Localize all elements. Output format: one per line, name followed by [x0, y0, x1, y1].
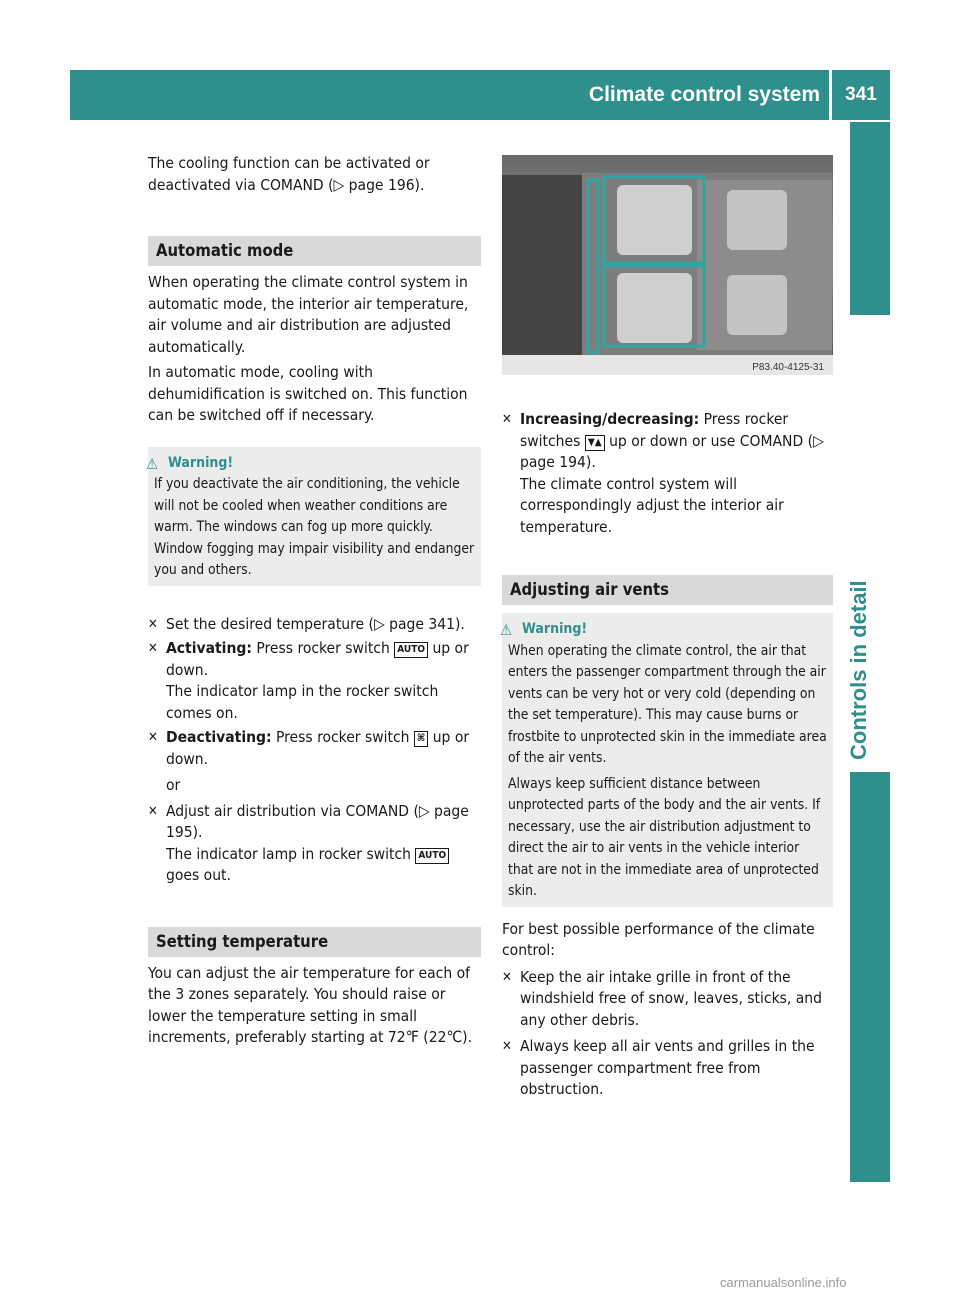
setting-temperature-heading: Setting temperature: [148, 927, 481, 957]
right-column: [502, 409, 833, 1101]
left-column: [148, 153, 481, 1049]
header-title: Climate control system: [588, 83, 820, 106]
bullet-activating: [148, 638, 481, 724]
increasing-result: The climate control system will correspondingly adjust the interior air temperature.: [520, 474, 784, 536]
activating-result: The indicator lamp in the rocker switch comes on.: [166, 682, 439, 722]
adjusting-air-vents-heading: Adjusting air vents: [502, 575, 833, 605]
activating-text-end: up or down.: [166, 639, 469, 679]
automatic-mode-heading: Automatic mode: [148, 236, 481, 266]
warning-text-1: When operating the climate control, the air that enters the passenger compartment through the air vents can be very hot or very cold (depending on the set temperature). This may cause burns or frostbite to unprotected skin in the immediate area of the air vents.: [508, 642, 827, 766]
auto-key-icon: AUTO: [394, 642, 428, 658]
intro-text: The cooling function can be activated or deactivated via COMAND (▷ page 196).: [148, 154, 430, 194]
bullet-increasing: [502, 409, 833, 538]
auto-paragraph-1: When operating the climate control system in automatic mode, the interior air temperature, air volume and air distribution are adjusted automatically.: [148, 273, 469, 356]
increasing-text-end: up or down or use COMAND (▷ page 194).: [520, 431, 824, 471]
warning-title: ⚠ Warning!: [522, 621, 587, 637]
deactivating-text: Press rocker switch: [276, 728, 410, 746]
deactivating-label: Deactivating:: [166, 728, 272, 746]
warning-text-2: Always keep sufficient distance between unprotected parts of the body and the air vents. If necessary, use the air distribution adjustment to direct the air to air vents in the vehicle interior that are not in the immediate area of unprotected skin.: [508, 775, 821, 899]
warning-box-ac: [148, 447, 481, 586]
vehicle-illustration: [502, 155, 833, 375]
image-code: P83.40-4125-31: [752, 362, 824, 373]
warning-title: ⚠ Warning!: [168, 455, 233, 471]
deactivating-text-end: up or down.: [166, 728, 470, 768]
auto-paragraph-2: In automatic mode, cooling with dehumidification is switched on. This function can be switched off if necessary.: [148, 363, 468, 424]
vehicle-top-view-image: [502, 155, 833, 375]
bullet-air-vents: ✕ Always keep all air vents and grilles in the passenger compartment free from obstruction.: [502, 1036, 833, 1101]
page-header: [70, 70, 890, 120]
activating-text: Press rocker switch: [256, 639, 390, 657]
watermark: carmanualsonline.info: [720, 1275, 847, 1290]
bullet-deactivating: [148, 727, 481, 770]
activating-label: Activating:: [166, 639, 252, 657]
bullet-set-temperature: ✕ Set the desired temperature (▷ page 341).: [148, 614, 481, 636]
page-number: 341: [845, 84, 877, 105]
air-distribution-text: Adjust air distribution via COMAND (▷ page 195).: [166, 801, 469, 841]
bullet-air-distribution: [148, 801, 481, 887]
warning-text: If you deactivate the air conditioning, the vehicle will not be cooled when weather conditions are warm. The windows can fog up more quickly. Window fogging may impair visibility and endanger you and others.: [154, 476, 475, 578]
bullet-air-intake: ✕ Keep the air intake grille in front of the windshield free of snow, leaves, sticks, and any other debris.: [502, 967, 833, 1032]
auto-key-icon: AUTO: [415, 848, 449, 864]
chapter-label-text: Controls in detail: [846, 580, 871, 760]
increasing-text: Press rocker switches: [520, 410, 789, 450]
indicator-text-end: goes out.: [166, 866, 231, 884]
best-performance-text: For best possible performance of the climate control:: [502, 919, 815, 959]
increasing-label: Increasing/decreasing:: [520, 410, 700, 428]
temperature-paragraph: You can adjust the air temperature for each of the 3 zones separately. You should raise or lower the temperature setting in small increments, preferably starting at 72℉ (22℃).: [148, 963, 473, 1046]
indicator-text: The indicator lamp in rocker switch: [166, 844, 411, 863]
rocker-arrows-icon: ▼▲: [585, 435, 605, 451]
or-text: or: [166, 776, 181, 794]
chapter-label: [846, 340, 886, 760]
ac-key-icon: ⌘: [414, 731, 428, 747]
warning-box-vents: [502, 613, 833, 907]
